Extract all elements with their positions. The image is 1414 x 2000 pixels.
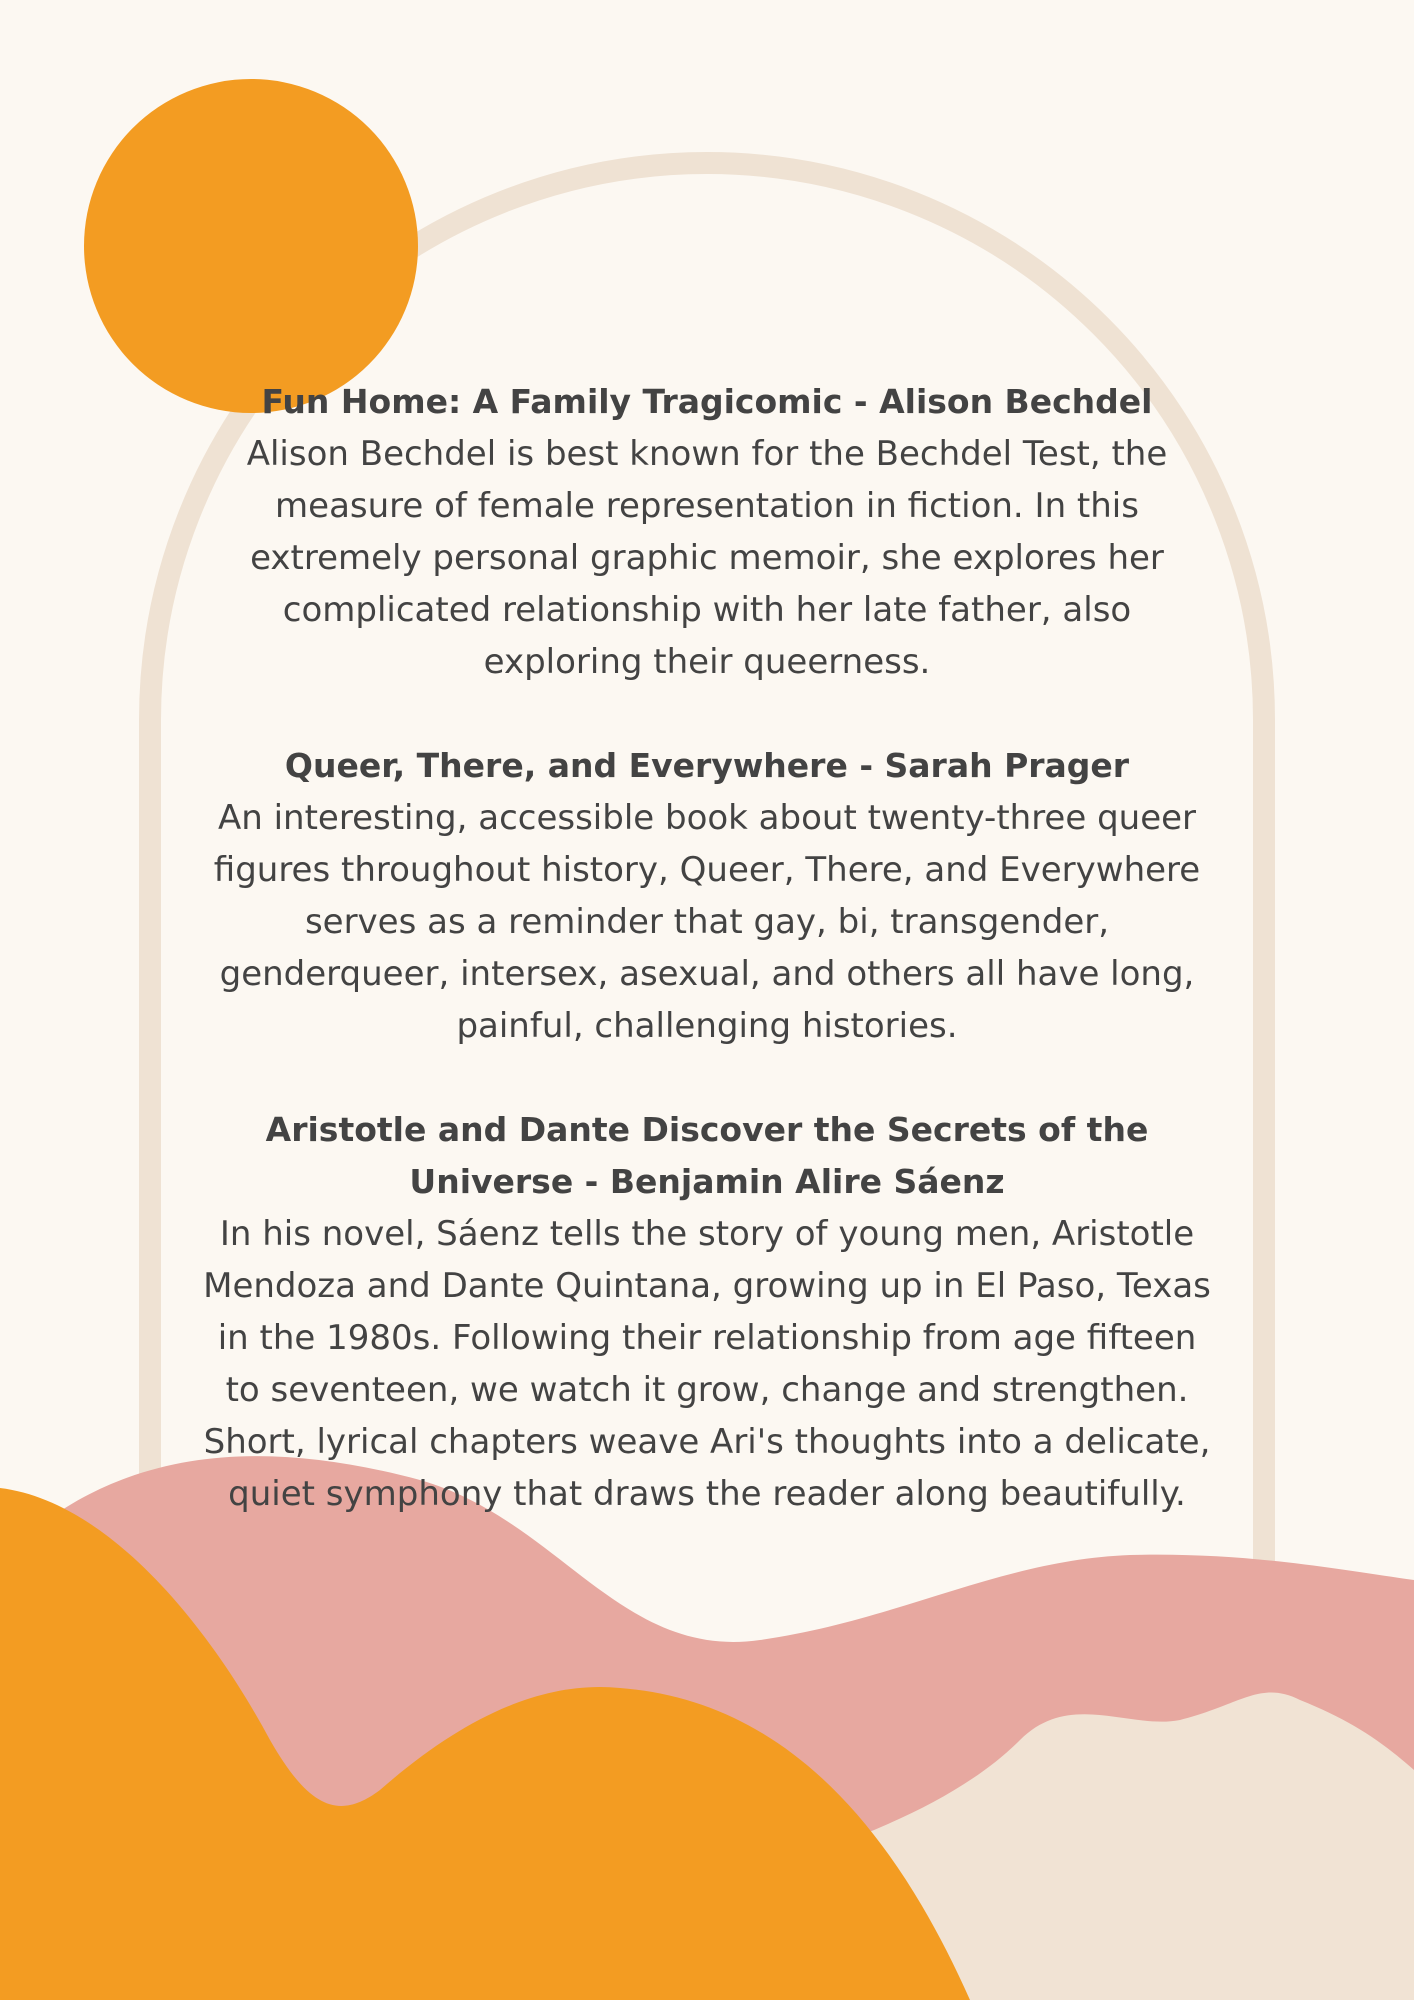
book-description: An interesting, accessible book about twenty-three queer figures throughout history, Queer, There, and Everywhere serves as a reminder that gay, bi, transgender, genderqueer, intersex, asexual, and others all have long, painful, challenging histories. <box>213 798 1201 1046</box>
book-title: Fun Home: A Family Tragicomic - Alison Bechdel <box>261 382 1153 421</box>
book-description: In his novel, Sáenz tells the story of young men, Aristotle Mendoza and Dante Quintana, growing up in El Paso, Texas in the 1980s. Following their relationship from age fifteen to seventeen, we watch it grow, change and strengthen. Short, lyrical chapters weave Ari's thoughts into a delicate, quiet symphony that draws the reader along beautifully. <box>203 1214 1211 1514</box>
book-description: Alison Bechdel is best known for the Bechdel Test, the measure of female representation in fiction. In this extremely personal graphic memoir, she explores her complicated relationship with her late father, also exploring their queerness. <box>246 434 1168 682</box>
book-title: Queer, There, and Everywhere - Sarah Prager <box>284 746 1130 785</box>
book-entry <box>200 376 1214 688</box>
sun-circle <box>84 79 418 413</box>
book-title: Aristotle and Dante Discover the Secrets of the Universe - Benjamin Alire Sáenz <box>265 1110 1149 1201</box>
book-list <box>200 376 1214 1572</box>
book-entry <box>200 1104 1214 1520</box>
book-entry <box>200 740 1214 1052</box>
